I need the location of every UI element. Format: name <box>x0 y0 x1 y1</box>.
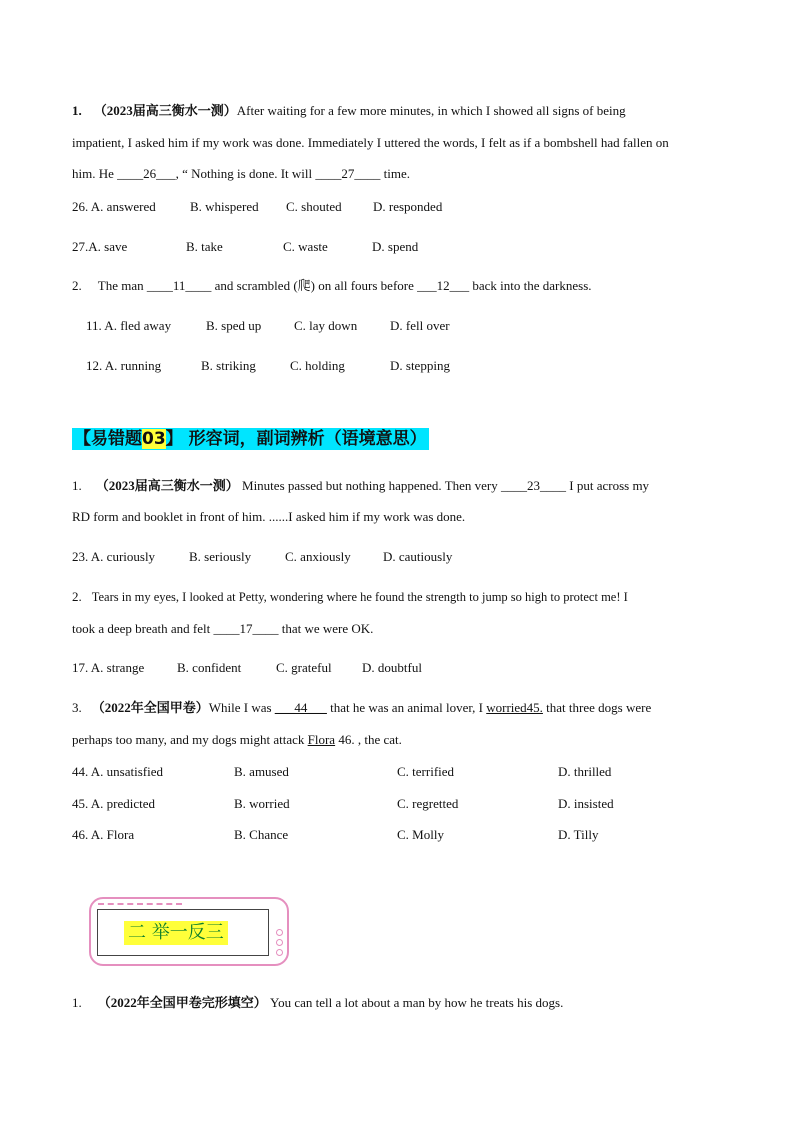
heart-icon <box>276 939 283 946</box>
option-23-a: 23. A. curiously <box>72 549 156 564</box>
question-2-line-1 <box>72 278 592 294</box>
question-number: 1. <box>72 103 82 118</box>
question-text: The man <box>97 278 147 293</box>
option-46-c: C. Molly <box>397 827 444 842</box>
section-question-2-line-2 <box>72 621 373 637</box>
example-question-1 <box>72 995 563 1011</box>
option-23-d: D. cautiously <box>383 549 453 564</box>
option-17-b: B. confident <box>177 660 242 675</box>
question-text: back into the darkness. <box>469 278 592 293</box>
option-12-d: D. stepping <box>390 358 450 373</box>
option-17-a: 17. A. strange <box>72 660 145 675</box>
option-12-a: 12. A. running <box>86 358 162 373</box>
option-46-a: 46. A. Flora <box>72 827 135 842</box>
heart-icon <box>276 929 283 936</box>
option-26-c: C. shouted <box>286 199 342 214</box>
option-23-c: C. anxiously <box>285 549 351 564</box>
option-45-b: B. worried <box>234 796 290 811</box>
option-12-c: C. holding <box>290 358 345 373</box>
section-question-1-line-2: RD form and booklet in front of him. ......I asked him if my work was done. <box>72 509 466 524</box>
option-46-d: D. Tilly <box>558 827 599 842</box>
question-text: I put across my <box>566 478 650 493</box>
question-number: 2. <box>72 589 82 604</box>
option-11-c: C. lay down <box>294 318 358 333</box>
option-27-a: 27.A. save <box>72 239 128 254</box>
question-1-line-2: impatient, I asked him if my work was done. Immediately I uttered the words, I felt as if a bombshell had fallen on <box>72 135 669 150</box>
question-text: Minutes passed but nothing happened. Then very <box>238 478 502 493</box>
question-number: 3. <box>72 700 82 715</box>
section-question-3-line-1 <box>72 700 651 716</box>
section-title-prefix: 【易错题 <box>74 429 142 449</box>
blank-11: ____11____ <box>146 278 212 293</box>
option-23-b: B. seriously <box>189 549 252 564</box>
question-text: that we were OK. <box>278 621 374 636</box>
blank-44: ___44___ <box>274 700 327 715</box>
blank-17: ____17____ <box>213 621 279 636</box>
option-44-b: B. amused <box>234 764 289 779</box>
section-title-text: 】 形容词，副词辨析（语境意思） <box>165 429 427 449</box>
question-text: perhaps too many, and my dogs might attack <box>72 732 308 747</box>
section-title <box>72 428 429 450</box>
option-44-c: C. terrified <box>397 764 455 779</box>
option-27-b: B. take <box>186 239 223 254</box>
question-source: （2023届高三衡水一测） <box>95 478 239 493</box>
option-27-d: D. spend <box>372 239 419 254</box>
question-text: You can tell a lot about a man by how he treats his dogs. <box>266 995 564 1010</box>
option-45-a: 45. A. predicted <box>72 796 156 811</box>
option-46-b: B. Chance <box>234 827 289 842</box>
option-45-c: C. regretted <box>397 796 459 811</box>
option-11-d: D. fell over <box>390 318 450 333</box>
option-44-a: 44. A. unsatisfied <box>72 764 163 779</box>
question-source: （2022年全国甲卷） <box>91 700 209 715</box>
question-text: him. He <box>72 166 118 181</box>
question-text: 46. , the cat. <box>335 732 402 747</box>
question-text: that three dogs were <box>542 700 652 715</box>
option-26-a: 26. A. answered <box>72 199 156 214</box>
question-number: 1. <box>72 478 82 493</box>
option-17-c: C. grateful <box>276 660 332 675</box>
question-source: （2022年全国甲卷完形填空） <box>97 995 267 1010</box>
badge-frame <box>97 909 269 956</box>
question-text: Tears in my eyes, I looked at Petty, wondering where he found the strength to jump so high to protect me! I <box>91 590 628 604</box>
section-question-3-line-2 <box>72 732 402 748</box>
blank-26: ____26___ <box>117 166 176 181</box>
question-number: 1. <box>72 995 82 1010</box>
section-title-number: 03 <box>142 429 166 449</box>
option-44-d: D. thrilled <box>558 764 612 779</box>
question-text: While I was <box>208 700 275 715</box>
section-question-2-line-1 <box>72 589 628 605</box>
option-17-d: D. doubtful <box>362 660 422 675</box>
option-11-a: 11. A. fled away <box>86 318 172 333</box>
question-text: and scrambled (爬) on all fours before <box>211 278 418 293</box>
blank-12: ___12___ <box>417 278 470 293</box>
heart-icon <box>276 949 283 956</box>
option-27-c: C. waste <box>283 239 328 254</box>
question-text: took a deep breath and felt <box>72 621 214 636</box>
blank-23: ____23____ <box>501 478 567 493</box>
question-1-line-1 <box>72 103 626 119</box>
question-text: time. <box>380 166 410 181</box>
blank-46: Flora <box>307 732 336 747</box>
badge-label: 二 举一反三 <box>124 921 228 945</box>
option-12-b: B. striking <box>201 358 256 373</box>
question-source: （2023届高三衡水一测） <box>93 103 237 118</box>
blank-45: worried45. <box>486 700 543 715</box>
badge-dashed-line <box>98 903 182 905</box>
question-text: that he was an animal lover, I <box>326 700 487 715</box>
blank-27: ____27____ <box>315 166 381 181</box>
option-26-b: B. whispered <box>190 199 259 214</box>
question-text: After waiting for a few more minutes, in which I showed all signs of being <box>236 103 626 118</box>
section-badge <box>89 897 289 966</box>
question-number: 2. <box>72 278 82 293</box>
option-45-d: D. insisted <box>558 796 614 811</box>
question-1-line-3 <box>72 166 410 182</box>
option-11-b: B. sped up <box>206 318 262 333</box>
option-26-d: D. responded <box>373 199 443 214</box>
question-text: , “ Nothing is done. It will <box>175 166 316 181</box>
section-question-1-line-1 <box>72 478 649 494</box>
